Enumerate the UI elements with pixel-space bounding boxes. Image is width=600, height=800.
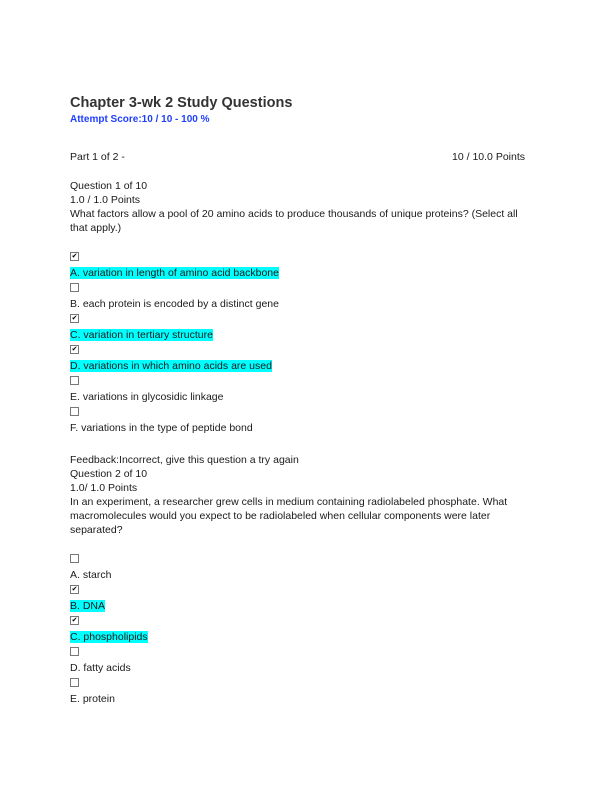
q2-option-d-checkbox[interactable] xyxy=(70,647,79,656)
study-page xyxy=(70,95,525,706)
option-b[interactable] xyxy=(70,298,525,311)
q2-option-a-label: A. starch xyxy=(70,569,112,581)
question-2-text: In an experiment, a researcher grew cells in medium containing radiolabeled phosphate. What macromolecules would you expect to be radiolabeled when cellular components were later separated? xyxy=(70,496,508,536)
attempt-score: Attempt Score:10 / 10 - 100 % xyxy=(70,114,210,125)
page-title: Chapter 3-wk 2 Study Questions xyxy=(70,95,293,111)
option-b-label: B. each protein is encoded by a distinct gene xyxy=(70,298,279,310)
q2-option-a[interactable] xyxy=(70,569,525,582)
question-1-feedback: Feedback:Incorrect, give this question a try again xyxy=(70,454,299,466)
q2-option-c-label: C. phospholipids xyxy=(70,631,148,643)
option-e-checkbox[interactable] xyxy=(70,376,79,385)
q2-option-d[interactable] xyxy=(70,662,525,675)
question-1-options xyxy=(70,252,525,435)
part-points: 10 / 10.0 Points xyxy=(452,151,525,163)
option-f-label: F. variations in the type of peptide bond xyxy=(70,422,253,434)
q2-option-c[interactable] xyxy=(70,631,525,644)
option-d-label: D. variations in which amino acids are used xyxy=(70,360,272,372)
question-2-options xyxy=(70,554,525,706)
question-2-number: Question 2 of 10 xyxy=(70,468,148,480)
option-f-checkbox[interactable] xyxy=(70,407,79,416)
option-a-checkbox[interactable] xyxy=(70,252,79,261)
option-c-label: C. variation in tertiary structure xyxy=(70,329,213,341)
question-1 xyxy=(70,179,525,467)
option-a-label: A. variation in length of amino acid backbone xyxy=(70,267,279,279)
q2-option-b-checkbox[interactable] xyxy=(70,585,79,594)
q2-option-e-label: E. protein xyxy=(70,693,115,705)
question-2-points: 1.0/ 1.0 Points xyxy=(70,482,138,494)
question-1-number: Question 1 of 10 xyxy=(70,180,148,192)
question-1-points: 1.0 / 1.0 Points xyxy=(70,194,141,206)
option-d[interactable] xyxy=(70,360,525,373)
q2-option-d-label: D. fatty acids xyxy=(70,662,131,674)
option-c-checkbox[interactable] xyxy=(70,314,79,323)
q2-option-b-label: B. DNA xyxy=(70,600,106,612)
q2-option-b[interactable] xyxy=(70,600,525,613)
option-f[interactable] xyxy=(70,422,525,435)
q2-option-c-checkbox[interactable] xyxy=(70,616,79,625)
option-a[interactable] xyxy=(70,267,525,280)
q2-option-e[interactable] xyxy=(70,693,525,706)
part-header xyxy=(70,151,525,164)
option-e-label: E. variations in glycosidic linkage xyxy=(70,391,224,403)
option-e[interactable] xyxy=(70,391,525,404)
question-2 xyxy=(70,467,525,706)
option-d-checkbox[interactable] xyxy=(70,345,79,354)
question-1-text: What factors allow a pool of 20 amino acids to produce thousands of unique proteins? (Select all that apply.) xyxy=(70,208,518,234)
option-c[interactable] xyxy=(70,329,525,342)
q2-option-a-checkbox[interactable] xyxy=(70,554,79,563)
part-label: Part 1 of 2 - xyxy=(70,151,125,163)
option-b-checkbox[interactable] xyxy=(70,283,79,292)
q2-option-e-checkbox[interactable] xyxy=(70,678,79,687)
